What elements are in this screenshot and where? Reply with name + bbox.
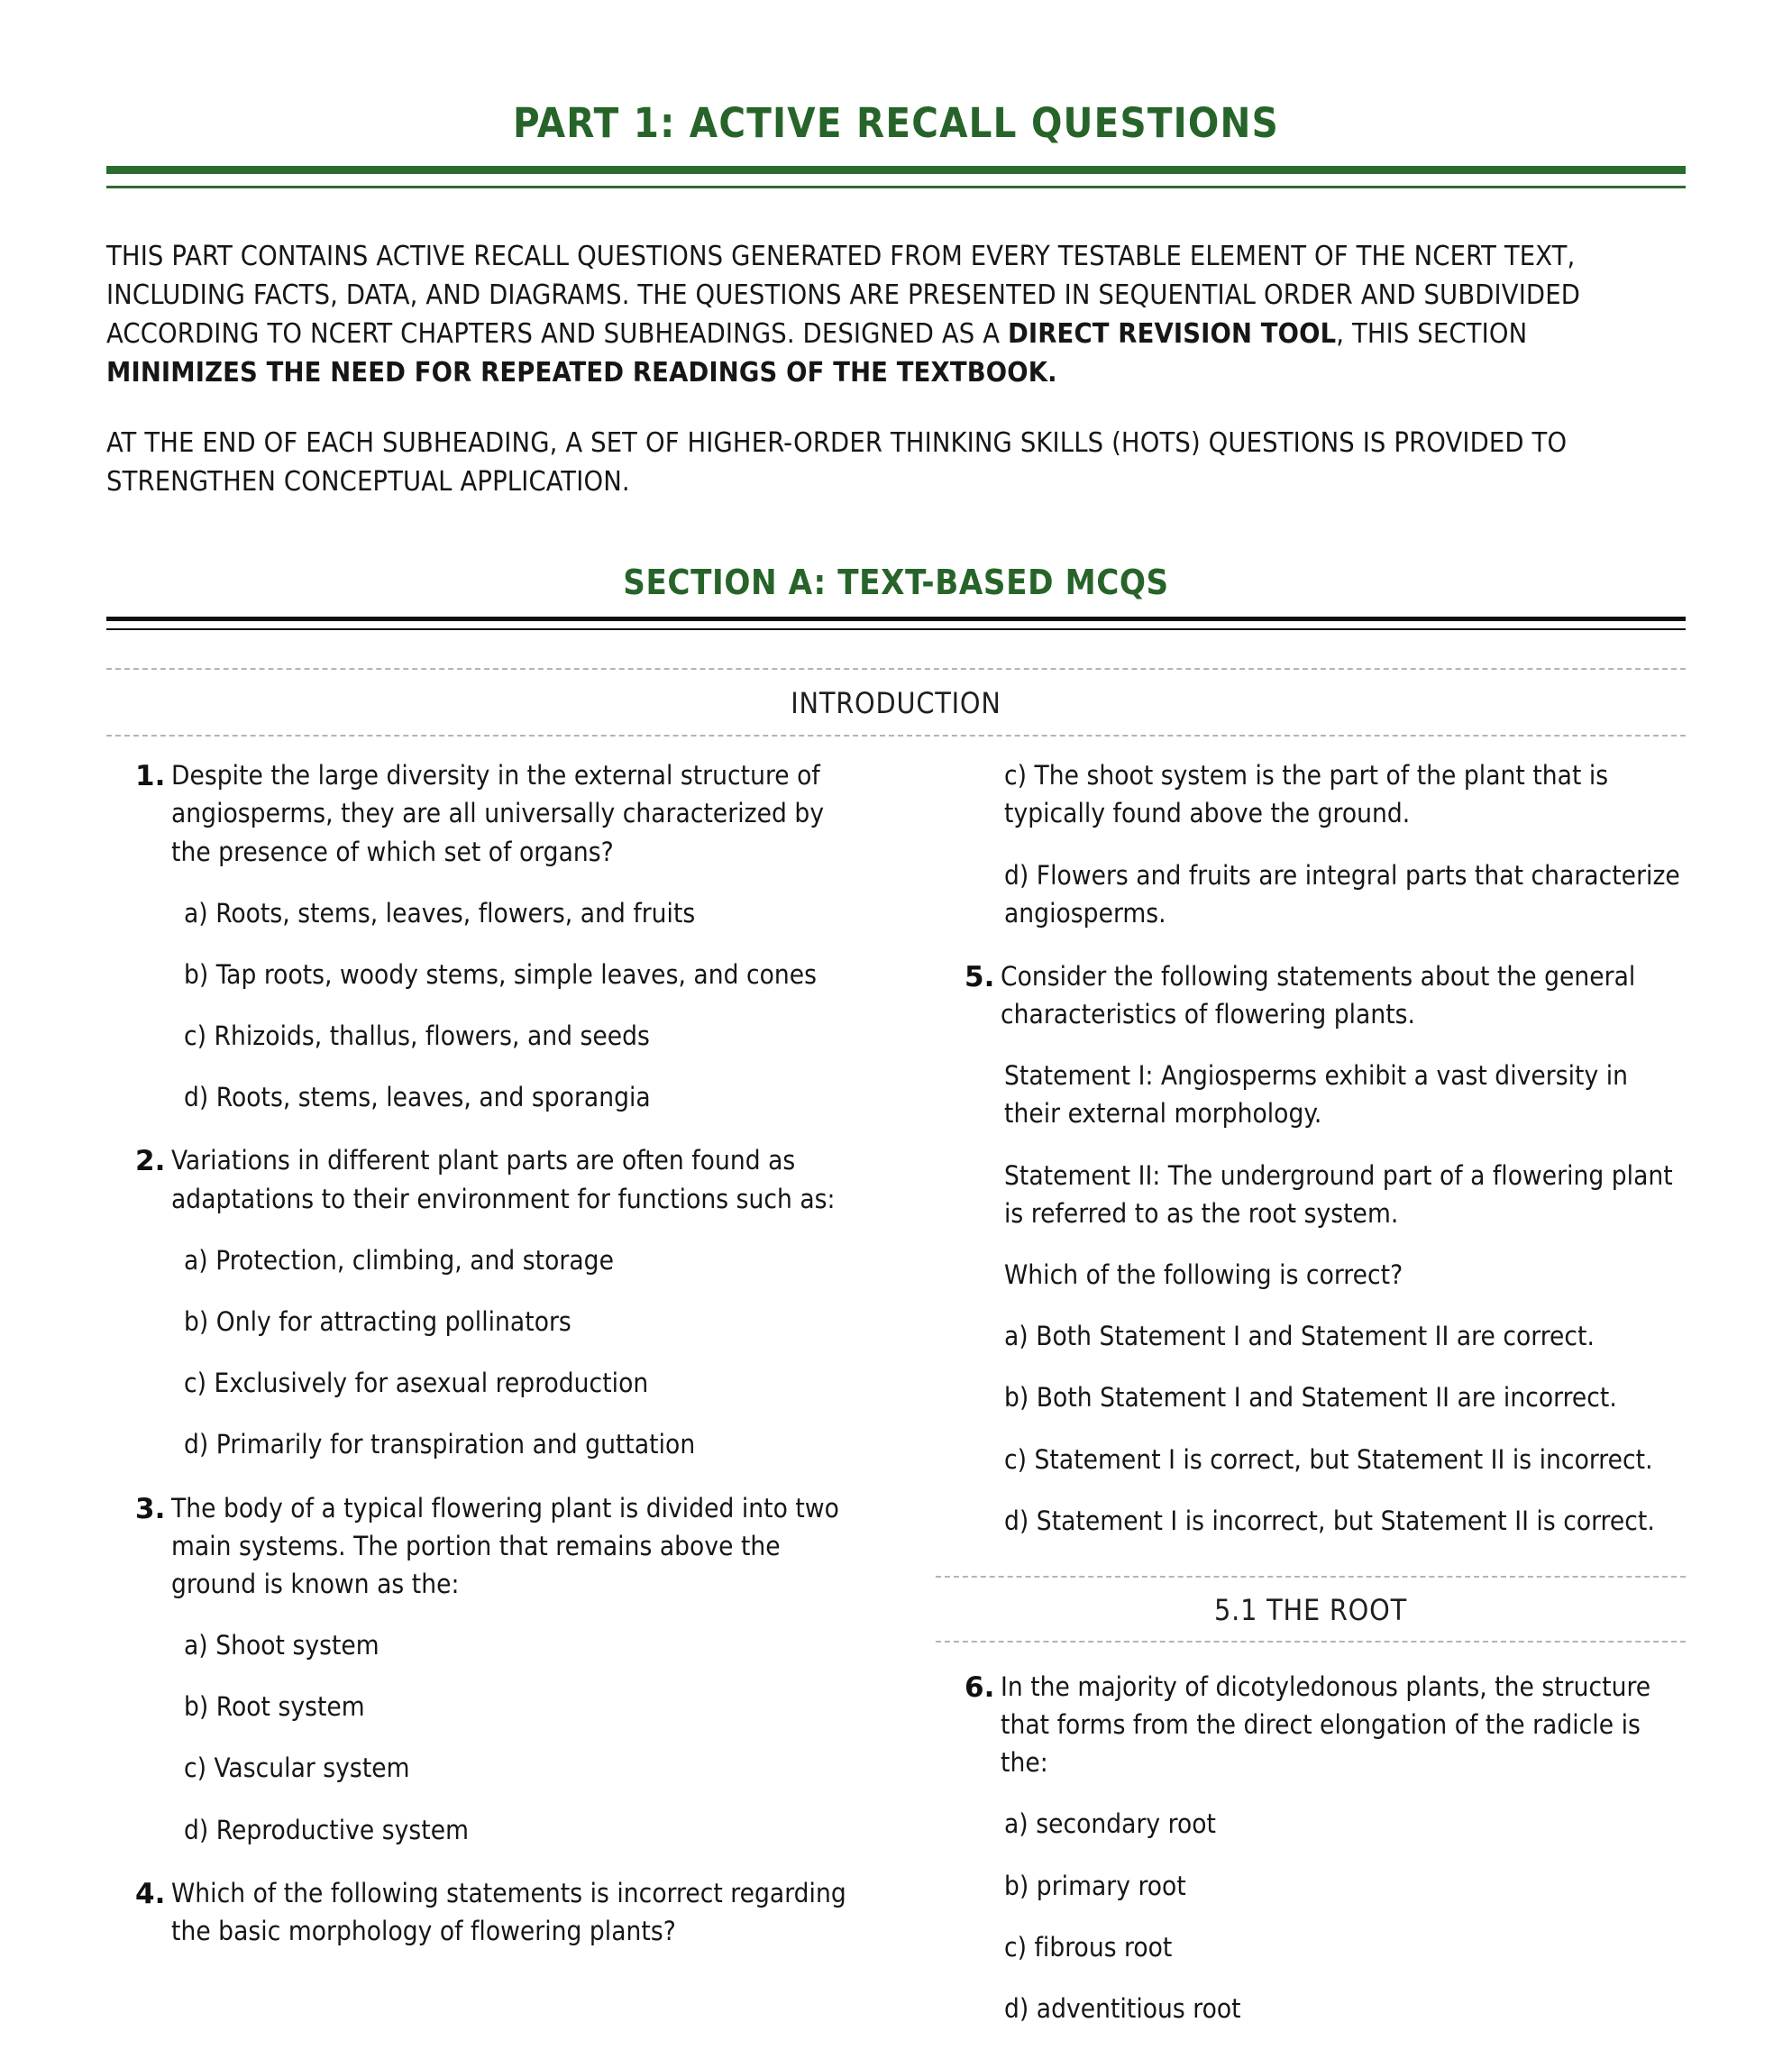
question-number: 6. bbox=[965, 1670, 995, 1704]
option-c: c) fibrous root bbox=[1004, 1931, 1173, 1963]
question-number: 1. bbox=[135, 760, 166, 793]
question-text: Consider the following statements about the general characteristics of flowering plants. bbox=[1001, 960, 1636, 1030]
question-prompt: Which of the following is correct? bbox=[1004, 1259, 1403, 1290]
section-title: SECTION A: TEXT-BASED MCQS bbox=[623, 563, 1169, 603]
option-d: d) Flowers and fruits are integral parts that characterize angiosperms. bbox=[1004, 859, 1680, 929]
statement-one: Statement I: Angiosperms exhibit a vast diversity in their external morphology. bbox=[1004, 1060, 1629, 1130]
question-item bbox=[106, 1141, 856, 1217]
option-d: d) Primarily for transpiration and guttation bbox=[184, 1429, 696, 1460]
option-c: c) Vascular system bbox=[184, 1753, 410, 1784]
question-text: Variations in different plant parts are often found as adaptations to their environment for functions such as: bbox=[171, 1145, 836, 1214]
option-b: b) Root system bbox=[184, 1691, 365, 1723]
page-title: PART 1: ACTIVE RECALL QUESTIONS bbox=[513, 99, 1279, 147]
intro-p1-bold2: MINIMIZES THE NEED FOR REPEATED READINGS OF THE TEXTBOOK. bbox=[106, 357, 1057, 389]
intro-paragraph-1 bbox=[106, 237, 1686, 393]
option-c: c) Rhizoids, thallus, flowers, and seeds bbox=[184, 1020, 650, 1052]
statement-two: Statement II: The underground part of a flowering plant is referred to as the root system. bbox=[1004, 1159, 1673, 1229]
intro-block bbox=[106, 237, 1686, 502]
option-b: b) Only for attracting pollinators bbox=[184, 1306, 571, 1337]
option-b: b) primary root bbox=[1004, 1870, 1186, 1901]
option-d: d) Roots, stems, leaves, and sporangia bbox=[184, 1082, 651, 1113]
option-c: c) Statement I is correct, but Statement II is incorrect. bbox=[1004, 1443, 1653, 1475]
option-a: a) Both Statement I and Statement II are correct. bbox=[1004, 1321, 1595, 1352]
option-c: c) Exclusively for asexual reproduction bbox=[184, 1368, 649, 1399]
intro-p1-bold1: DIRECT REVISION TOOL bbox=[1007, 318, 1337, 351]
option-a: a) Shoot system bbox=[184, 1630, 379, 1661]
column-right bbox=[896, 756, 1686, 2027]
option-a: a) secondary root bbox=[1004, 1808, 1216, 1840]
two-column-body bbox=[106, 756, 1686, 2027]
question-item bbox=[936, 1668, 1686, 1782]
question-number: 2. bbox=[135, 1145, 166, 1178]
option-b: b) Both Statement I and Statement II are incorrect. bbox=[1004, 1382, 1617, 1414]
question-text: Despite the large diversity in the external structure of angiosperms, they are all universally characterized by the presence of which set of organs? bbox=[171, 760, 825, 867]
intro-p1-seg1: THIS PART CONTAINS ACTIVE RECALL QUESTIONS GENERATED FROM EVERY TESTABLE ELEMENT OF THE NCERT TEXT, INCLUDING FACTS, DATA, AND DIAGRAMS. THE QUESTIONS ARE PRESENTED IN SEQUENTIAL ORDER AND SUBDIVIDED ACCORDING TO NCERT CHAPTERS AND SUBHEADINGS. DESIGNED AS A bbox=[106, 240, 1580, 351]
option-a: a) Protection, climbing, and storage bbox=[184, 1244, 614, 1276]
question-text: The body of a typical flowering plant is divided into two main systems. The portion that remains above the ground is known as the: bbox=[171, 1492, 839, 1599]
part-title-divider bbox=[106, 166, 1686, 188]
question-number: 3. bbox=[135, 1492, 166, 1525]
question-item bbox=[106, 1489, 856, 1604]
option-b: b) Tap roots, woody stems, simple leaves, and cones bbox=[184, 958, 818, 990]
option-d: d) adventitious root bbox=[1004, 1992, 1241, 2024]
option-d: d) Reproductive system bbox=[184, 1814, 469, 1845]
option-c: c) The shoot system is the part of the plant that is typically found above the ground. bbox=[1004, 760, 1609, 829]
question-text: Which of the following statements is incorrect regarding the basic morphology of flowering plants? bbox=[171, 1877, 846, 1946]
question-item bbox=[936, 957, 1686, 1033]
intro-paragraph-2: AT THE END OF EACH SUBHEADING, A SET OF HIGHER-ORDER THINKING SKILLS (HOTS) QUESTIONS IS PROVIDED TO STRENGTHEN CONCEPTUAL APPLICATION. bbox=[106, 426, 1568, 498]
subheading-introduction: INTRODUCTION bbox=[106, 668, 1686, 737]
question-number: 4. bbox=[135, 1877, 166, 1910]
option-d: d) Statement I is incorrect, but Statement II is correct. bbox=[1004, 1505, 1655, 1536]
subheading-the-root: 5.1 THE ROOT bbox=[936, 1576, 1686, 1643]
intro-p1-seg2: , THIS SECTION bbox=[1336, 318, 1528, 351]
question-text: In the majority of dicotyledonous plants, the structure that forms from the direct elongation of the radicle is the: bbox=[1001, 1670, 1651, 1779]
option-a: a) Roots, stems, leaves, flowers, and fruits bbox=[184, 897, 696, 929]
question-item bbox=[106, 756, 856, 871]
question-item bbox=[106, 1874, 856, 1950]
section-title-divider bbox=[106, 617, 1686, 630]
question-number: 5. bbox=[965, 960, 995, 993]
column-left bbox=[106, 756, 896, 1950]
